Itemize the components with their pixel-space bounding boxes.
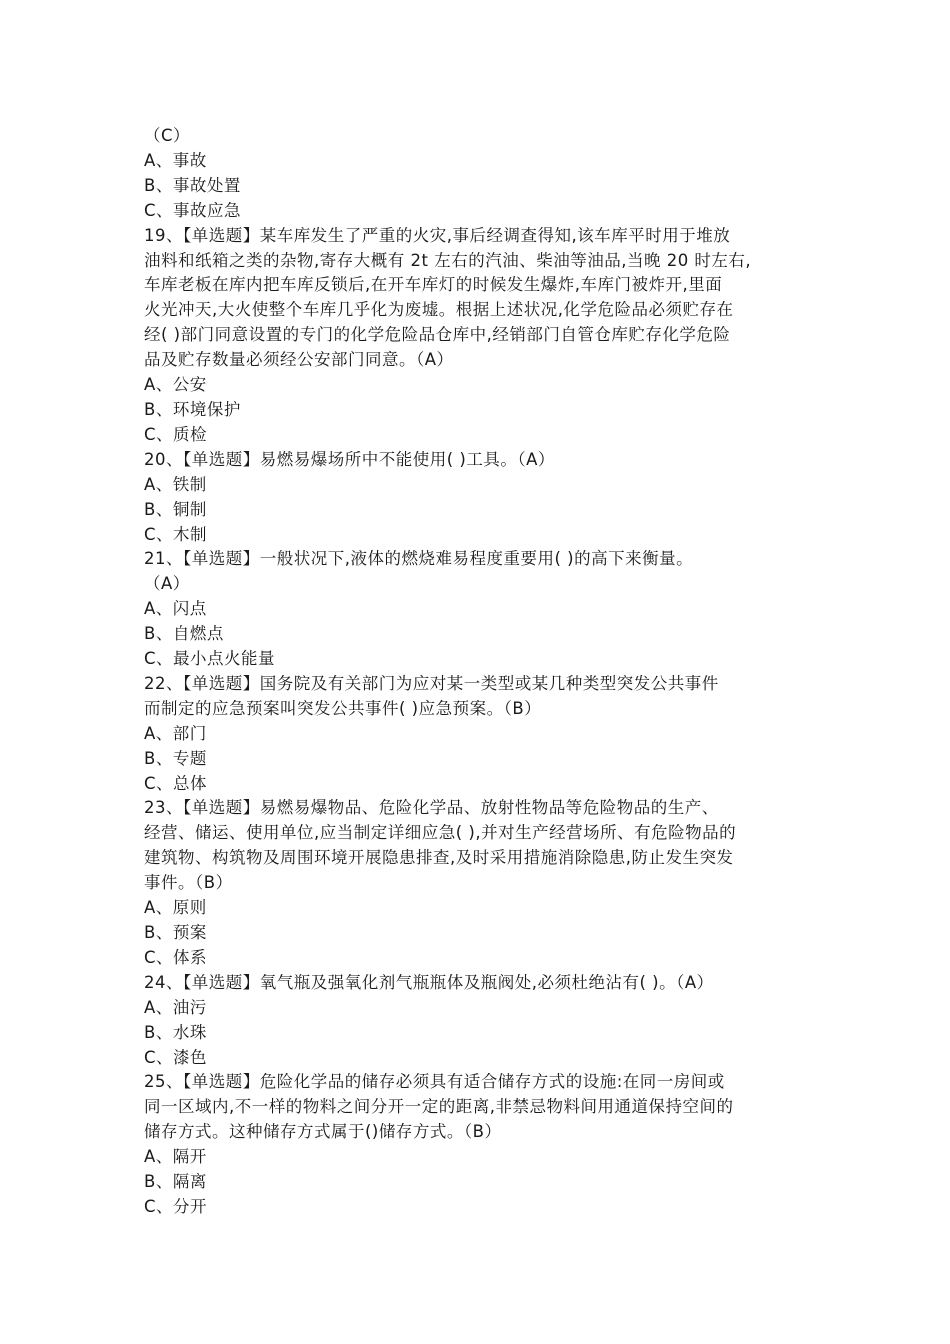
option-c: C、总体 xyxy=(144,773,208,793)
option-b: B、自燃点 xyxy=(144,624,224,644)
question-stem-line: 经营、储运、使用单位,应当制定详细应急( ),并对生产经营场所、有危险物品的 xyxy=(144,823,737,843)
option-b: B、铜制 xyxy=(144,499,207,519)
question-stem-line: 23、【单选题】易燃易爆物品、危险化学品、放射性物品等危险物品的生产、 xyxy=(144,798,719,818)
option-a: A、事故 xyxy=(144,150,207,170)
option-c: C、体系 xyxy=(144,947,208,967)
option-c: C、漆色 xyxy=(144,1047,208,1067)
question-block xyxy=(144,224,810,448)
question-block xyxy=(144,796,810,970)
question-stem-line: 而制定的应急预案叫突发公共事件( )应急预案。（B） xyxy=(144,698,542,718)
question-stem-line: （A） xyxy=(144,574,190,594)
question-stem-line: 20、【单选题】易燃易爆场所中不能使用( )工具。（A） xyxy=(144,449,555,469)
document-body xyxy=(144,124,810,1220)
option-a: A、油污 xyxy=(144,997,207,1017)
question-block xyxy=(144,1070,810,1219)
question-stem-line: 车库老板在库内把车库反锁后,在开车库灯的时候发生爆炸,车库门被炸开,里面 xyxy=(144,275,723,295)
option-b: B、隔离 xyxy=(144,1172,207,1192)
question-stem-line: 经( )部门同意设置的专门的化学危险品仓库中,经销部门自管仓库贮存化学危险 xyxy=(144,325,731,345)
option-a: A、闪点 xyxy=(144,599,207,619)
option-c: C、质检 xyxy=(144,424,208,444)
option-c: C、最小点火能量 xyxy=(144,649,276,669)
option-c: C、分开 xyxy=(144,1196,208,1216)
option-c: C、事故应急 xyxy=(144,200,242,220)
question-stem-line: 24、【单选题】氧气瓶及强氧化剂气瓶瓶体及瓶阀处,必须杜绝沾有( )。（A） xyxy=(144,972,714,992)
question-block xyxy=(144,971,810,1071)
option-b: B、水珠 xyxy=(144,1022,207,1042)
question-stem-line: 25、【单选题】危险化学品的储存必须具有适合储存方式的设施:在同一房间或 xyxy=(144,1072,725,1092)
option-b: B、专题 xyxy=(144,748,207,768)
question-block xyxy=(144,448,810,548)
option-b: B、预案 xyxy=(144,923,207,942)
option-a: A、公安 xyxy=(144,375,207,395)
question-stem-line: 建筑物、构筑物及周围环境开展隐患排查,及时采用措施消除隐患,防止发生突发 xyxy=(144,848,734,868)
question-stem-line: 品及贮存数量必须经公安部门同意。（A） xyxy=(144,350,454,370)
question-stem-line: 油料和纸箱之类的杂物,寄存大概有 2t 左右的汽油、柴油等油品,当晚 20 时左右, xyxy=(144,250,752,270)
option-a: A、隔开 xyxy=(144,1147,207,1167)
question-block xyxy=(144,672,810,797)
previous-question-tail xyxy=(144,124,810,224)
question-stem-line: 19、【单选题】某车库发生了严重的火灾,事后经调查得知,该车库平时用于堆放 xyxy=(144,225,731,245)
option-a: A、原则 xyxy=(144,898,207,918)
question-stem-line: 火光冲天,大火使整个车库几乎化为废墟。根据上述状况,化学危险品必须贮存在 xyxy=(144,300,734,320)
answer-line: （C） xyxy=(144,126,191,145)
question-block xyxy=(144,547,810,672)
question-stem-line: 同一区域内,不一样的物料之间分开一定的距离,非禁忌物料间用通道保持空间的 xyxy=(144,1097,734,1117)
question-stem-line: 22、【单选题】国务院及有关部门为应对某一类型或某几种类型突发公共事件 xyxy=(144,673,719,693)
option-a: A、铁制 xyxy=(144,474,207,494)
option-c: C、木制 xyxy=(144,524,208,544)
question-stem-line: 21、【单选题】一般状况下,液体的燃烧难易程度重要用( )的高下来衡量。 xyxy=(144,549,694,569)
option-a: A、部门 xyxy=(144,723,207,743)
option-b: B、事故处置 xyxy=(144,175,241,195)
question-stem-line: 储存方式。这种储存方式属于()储存方式。（B） xyxy=(144,1122,502,1142)
question-stem-line: 事件。（B） xyxy=(144,873,233,893)
question-list xyxy=(144,224,810,1220)
option-b: B、环境保护 xyxy=(144,399,241,419)
